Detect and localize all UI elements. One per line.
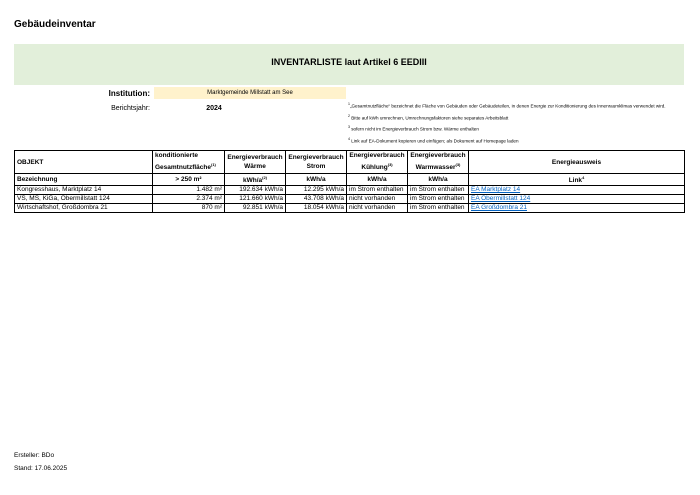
- energy-certificate-link[interactable]: EA Großdombra 21: [471, 204, 527, 212]
- cell-area: 1.482 m²: [153, 186, 225, 195]
- cell-name: Wirtschaftshof, Großdombra 21: [15, 204, 153, 213]
- cell-cooling: im Strom enthalten: [347, 186, 408, 195]
- cell-heat: 192.634 kWh/a: [225, 186, 286, 195]
- footnote-4: $^4$ Link auf EA-Dokument kopieren und einfügen; als Dokument auf Homepage laden: [348, 136, 519, 144]
- header-objekt: OBJEKT: [15, 151, 153, 174]
- header-energieausweis: Energieausweis: [469, 151, 685, 174]
- table-header-row: [15, 151, 685, 174]
- header-flaeche: konditionierte Gesamtnutzfläche$^{(1)}$: [153, 151, 225, 174]
- footnote-1: $^1$„Gesamtnutzfläche“ bezeichnet die Fläche von Gebäuden oder Gebäudeteilen, in denen Energie zur Konditionierung des Innenraumklimas verwendet wird.: [348, 102, 666, 109]
- institution-label: Institution:: [108, 89, 150, 98]
- title-banner: [14, 44, 684, 85]
- subheader-flaeche: > 250 m²: [153, 174, 225, 186]
- report-year-label: Berichtsjahr:: [111, 105, 150, 112]
- footnote-2: $^2$ Bitte auf kWh umrechnen, Umrechnungsfaktoren siehe separates Arbeitsblatt: [348, 113, 509, 121]
- report-year-value[interactable]: 2024: [206, 105, 222, 112]
- table-row: [15, 204, 685, 213]
- cell-link: [469, 186, 685, 195]
- cell-area: 870 m²: [153, 204, 225, 213]
- cell-cooling: nicht vorhanden: [347, 204, 408, 213]
- cell-power: 12.295 kWh/a: [286, 186, 347, 195]
- energy-certificate-link[interactable]: EA Marktplatz 14: [471, 186, 521, 194]
- cell-link: [469, 195, 685, 204]
- inventory-table: [14, 150, 685, 213]
- cell-name: VS, MS, KiGa, Obermillstatt 124: [15, 195, 153, 204]
- footnote-3: $^3$ sofern nicht im Energieverbrauch Strom bzw. Wärme enthalten: [348, 125, 479, 132]
- cell-area: 2.374 m²: [153, 195, 225, 204]
- cell-hotwater: im Strom enthalten: [408, 204, 469, 213]
- cell-link: [469, 204, 685, 213]
- footer-date: Stand: 17.06.2025: [14, 465, 68, 472]
- cell-heat: 121.660 kWh/a: [225, 195, 286, 204]
- cell-hotwater: im Strom enthalten: [408, 186, 469, 195]
- cell-power: 18.054 kWh/a: [286, 204, 347, 213]
- cell-hotwater: im Strom enthalten: [408, 195, 469, 204]
- subheader-waerme: kWh/$a^{(2)}$: [225, 174, 286, 186]
- cell-name: Kongresshaus, Marktplatz 14: [15, 186, 153, 195]
- subheader-strom: kWh/a: [286, 174, 347, 186]
- table-row: [15, 186, 685, 195]
- header-waerme: Energieverbrauch Wärme: [225, 151, 286, 174]
- cell-cooling: nicht vorhanden: [347, 195, 408, 204]
- header-strom: Energieverbrauch Strom: [286, 151, 347, 174]
- cell-power: 43.708 kWh/a: [286, 195, 347, 204]
- cell-heat: 92.851 kWh/a: [225, 204, 286, 213]
- table-row: [15, 195, 685, 204]
- institution-value[interactable]: Marktgemeinde Millstatt am See: [154, 87, 346, 99]
- header-warmwasser: Energieverbrauch Warmwasser$^{(3)}$: [408, 151, 469, 174]
- subheader-link: Link$^4$: [469, 174, 685, 186]
- subheader-kuehlung: kWh/a: [347, 174, 408, 186]
- header-kuehlung: Energieverbrauch Kühlung$^{(3)}$: [347, 151, 408, 174]
- subheader-bezeichnung: Bezeichnung: [15, 174, 153, 186]
- page-title: Gebäudeinventar: [14, 19, 96, 30]
- table-subheader-row: [15, 174, 685, 186]
- energy-certificate-link[interactable]: EA Obermillstatt 124: [471, 195, 531, 203]
- footer-author: Ersteller: BDo: [14, 452, 55, 459]
- subheader-warmwasser: kWh/a: [408, 174, 469, 186]
- banner-title: INVENTARLISTE laut Artikel 6 EEDIII: [271, 57, 427, 67]
- footnotes: [348, 101, 684, 147]
